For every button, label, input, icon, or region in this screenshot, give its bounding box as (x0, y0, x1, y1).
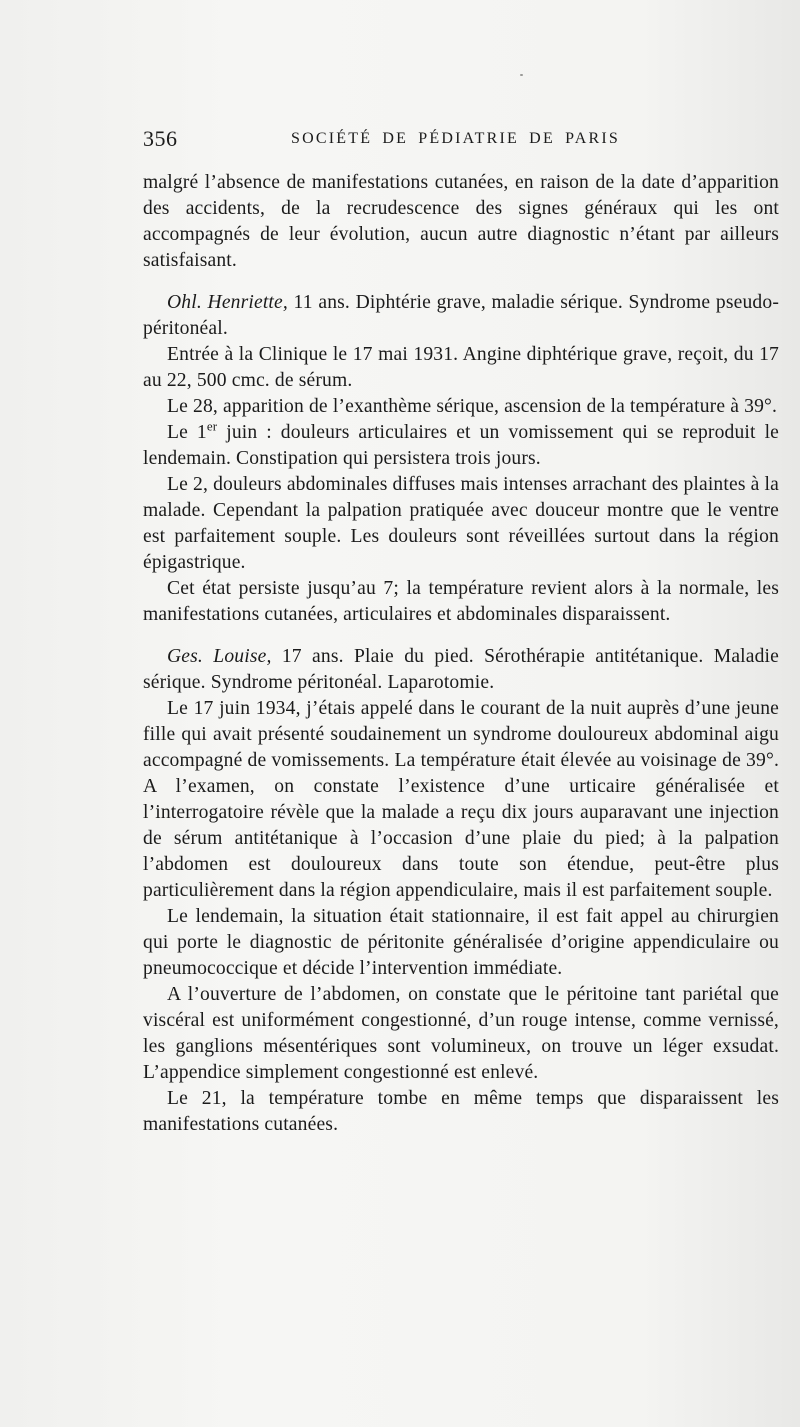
paragraph-june-first (143, 420, 779, 472)
page-number: 356 (143, 126, 178, 151)
journal-title: SOCIÉTÉ DE PÉDIATRIE DE PARIS (291, 130, 620, 147)
case-heading-henriette (143, 290, 779, 342)
paragraph-night-call: Le 17 juin 1934, j’étais appelé dans le courant de la nuit auprès d’une jeune fille qui avait présenté soudainement un syndrome douloureux abdominal aigu accompagné de vomissements. La température était élevée au voisinage de 39°. A l’examen, on constate l’existence d’une urticaire généralisée et l’interrogatoire révèle que la malade a reçu dix jours auparavant une injection de sérum antitétanique à l’occasion d’une plaie du pied; à la palpation l’abdomen est douloureux dans toute son étendue, peut-être plus particulièrement dans la région appendiculaire, mais il est parfaitement souple. (143, 698, 779, 901)
case-name: Ges. Louise, (167, 646, 272, 667)
paragraph-abdominal-pain: Le 2, douleurs abdominales diffuses mais intenses arrachant des plaintes à la malade. Cependant la palpation pratiquée avec douceur montre que le ventre est parfaitement souple. Les douleurs sont réveillées surtout dans la région épigastrique. (143, 474, 779, 573)
paragraph-exanthem: Le 28, apparition de l’exanthème sérique, ascension de la température à 39°. (167, 396, 778, 417)
paragraph-operation: A l’ouverture de l’abdomen, on constate que le péritoine tant pariétal que viscéral est uniformément congestionné, d’un rouge intense, comme vernissé, les ganglions mésentériques sont volumineux, on trouve un léger exsudat. L’appendice simplement congestionné est enlevé. (143, 984, 779, 1083)
paragraph-admission: Entrée à la Clinique le 17 mai 1931. Angine diphtérique grave, reçoit, du 17 au 22, 500 cmc. de sérum. (143, 344, 779, 391)
scan-speck (520, 74, 523, 76)
ordinal-superscript: er (206, 418, 218, 434)
paragraph-outcome: Le 21, la température tombe en même temps que disparaissent les manifestations cutanées. (143, 1088, 779, 1135)
case-summary: 11 ans. Diphtérie grave, maladie sérique. Syndrome pseudo-péritonéal. (143, 292, 779, 339)
case-heading-louise (143, 644, 779, 696)
case-summary: 17 ans. Plaie du pied. Sérothérapie antitétanique. Maladie sérique. Syndrome péritonéal. Laparotomie. (143, 646, 779, 693)
paragraph-resolution: Cet état persiste jusqu’au 7; la température revient alors à la normale, les manifestations cutanées, articulaires et abdominales disparaissent. (143, 578, 779, 625)
running-header (143, 126, 783, 156)
paragraph-continuation: malgré l’absence de manifestations cutanées, en raison de la date d’apparition des accidents, de la recrudescence des signes généraux qui les ont accompagnés de leur évolution, aucun autre diagnostic n’étant par ailleurs satisfaisant. (143, 172, 779, 271)
date-prefix: Le 1 (167, 422, 207, 443)
article-body (143, 170, 779, 1138)
case-name: Ohl. Henriette, (167, 292, 288, 313)
paragraph-text: juin : douleurs articulaires et un vomissement qui se reproduit le lendemain. Constipation qui persistera trois jours. (143, 422, 780, 469)
paragraph-surgeon: Le lendemain, la situation était stationnaire, il est fait appel au chirurgien qui porte le diagnostic de péritonite généralisée d’origine appendiculaire ou pneumococcique et décide l’intervention immédiate. (143, 906, 779, 979)
